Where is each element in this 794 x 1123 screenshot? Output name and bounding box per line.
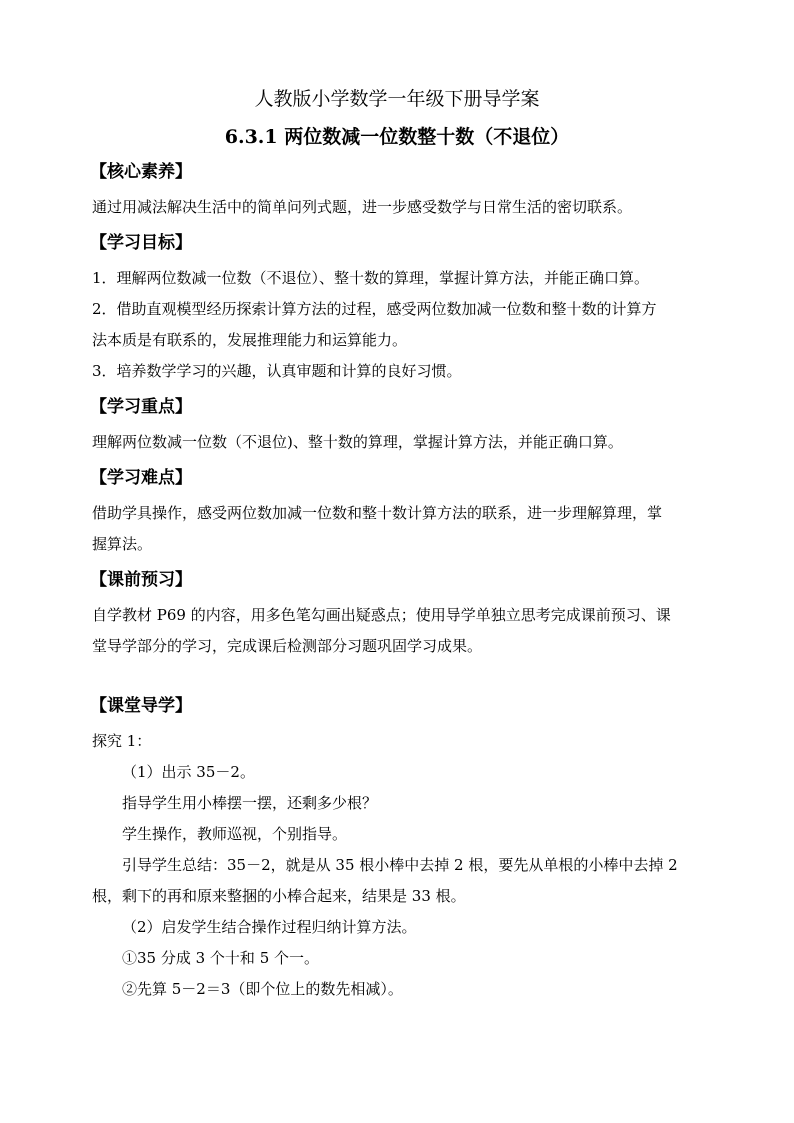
- section-heading-preview: 【课前预习】: [90, 570, 192, 590]
- section-goals: [92, 231, 702, 387]
- section-heading-difficulty: 【学习难点】: [90, 468, 192, 488]
- classroom-line-2: 指导学生用小棒摆一摆，还剩多少根？: [122, 794, 378, 812]
- section-core: [92, 160, 702, 223]
- section-heading-goals: 【学习目标】: [90, 233, 192, 253]
- classroom-line-7: ①35 分成 3 个十和 5 个一。: [122, 949, 320, 967]
- section-spacer: [92, 670, 702, 694]
- classroom-line-4: 引导学生总结：35－2，就是从 35 根小棒中去掉 2 根，要先从单根的小棒中去掉 2: [122, 856, 678, 874]
- lesson-title: 6.3.1 两位数减一位数整十数（不退位）: [224, 126, 570, 148]
- section-heading-classroom: 【课堂导学】: [90, 696, 192, 716]
- classroom-line-6: （2）启发学生结合操作过程归纳计算方法。: [122, 918, 417, 936]
- goal-line-3: 法本质是有联系的，发展推理能力和运算能力。: [92, 331, 408, 349]
- classroom-line-8: ②先算 5－2＝3（即个位上的数先相减）。: [122, 980, 403, 998]
- goal-line-2: 2．借助直观模型经历探索计算方法的过程，感受两位数加减一位数和整十数的计算方: [92, 300, 657, 318]
- classroom-line-3: 学生操作，教师巡视，个别指导。: [122, 825, 348, 843]
- difficulty-line-2: 握算法。: [92, 535, 153, 553]
- section-heading-focus: 【学习重点】: [90, 397, 192, 417]
- preview-line-2: 堂导学部分的学习，完成课后检测部分习题巩固学习成果。: [92, 637, 483, 655]
- goal-line-1: 1．理解两位数减一位数（不退位）、整十数的算理，掌握计算方法，并能正确口算。: [92, 269, 650, 287]
- section-preview: [92, 568, 702, 662]
- section-heading-core: 【核心素养】: [90, 162, 192, 182]
- document-title: 人教版小学数学一年级下册导学案: [254, 88, 540, 110]
- section-classroom: [92, 694, 702, 1005]
- classroom-line-1: （1）出示 35－2。: [122, 763, 255, 781]
- explore-label: 探究 1：: [92, 732, 152, 750]
- core-line-1: 通过用减法解决生活中的简单问列式题，进一步感受数学与日常生活的密切联系。: [92, 198, 633, 216]
- preview-line-1: 自学教材 P69 的内容，用多色笔勾画出疑惑点；使用导学单独立思考完成课前预习、课: [92, 606, 671, 624]
- difficulty-line-1: 借助学具操作，感受两位数加减一位数和整十数计算方法的联系，进一步理解算理，掌: [92, 504, 663, 522]
- goal-line-4: 3．培养数学学习的兴趣，认真审题和计算的良好习惯。: [92, 362, 462, 380]
- section-focus: [92, 395, 702, 458]
- section-difficulty: [92, 466, 702, 560]
- classroom-line-5: 根，剩下的再和原来整捆的小棒合起来，结果是 33 根。: [92, 887, 466, 905]
- focus-line-1: 理解两位数减一位数（不退位)、整十数的算理，掌握计算方法，并能正确口算。: [92, 433, 623, 451]
